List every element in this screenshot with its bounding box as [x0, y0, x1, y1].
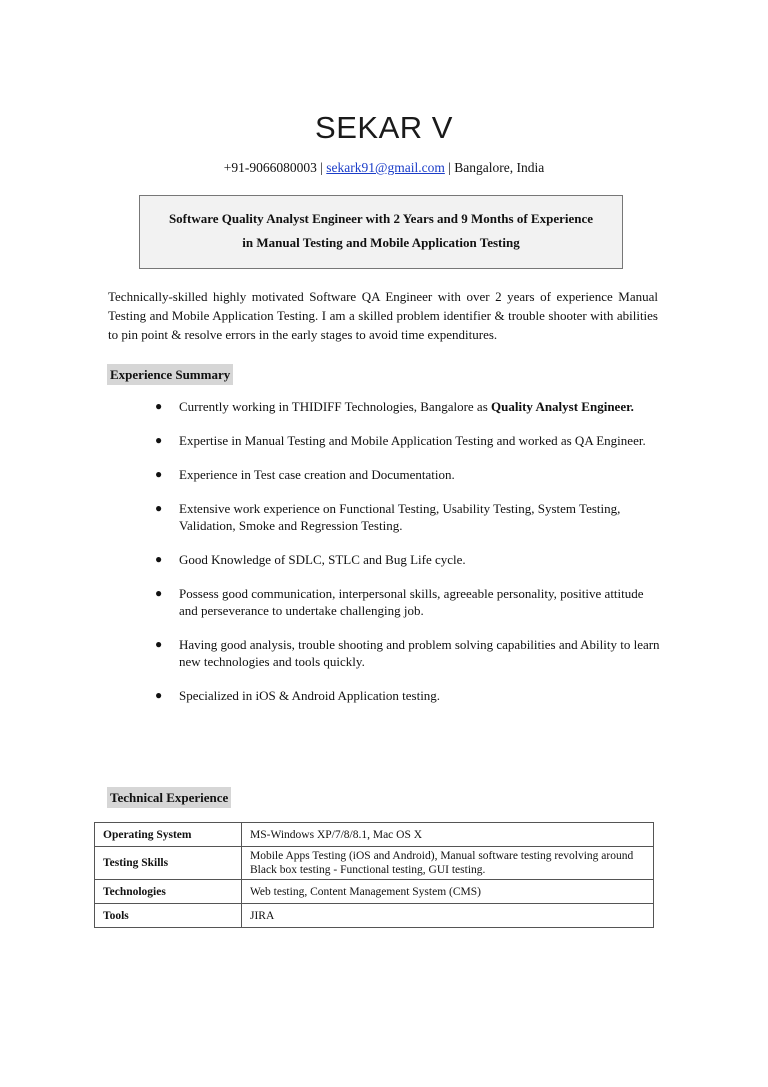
list-item-text: Having good analysis, trouble shooting and problem solving capabilities and Ability to learn new technologies and tools quickly.: [179, 637, 660, 669]
list-item: [150, 636, 660, 670]
bullet-icon: ●: [155, 586, 163, 600]
list-item-text: Extensive work experience on Functional Testing, Usability Testing, System Testing, Validation, Smoke and Regression Testing.: [179, 501, 621, 533]
table-cell-label: Testing Skills: [95, 847, 242, 880]
headline-box: [139, 195, 623, 269]
experience-summary-heading: Experience Summary: [107, 364, 233, 385]
list-item-text: Experience in Test case creation and Documentation.: [179, 467, 455, 482]
list-item-text: Currently working in THIDIFF Technologies, Bangalore as: [179, 399, 492, 414]
bullet-icon: ●: [155, 688, 163, 702]
job-title: Quality Analyst Engineer.: [491, 399, 634, 414]
table-row: [95, 823, 654, 847]
table-cell-label: Tools: [95, 904, 242, 928]
list-item: [150, 585, 660, 619]
bullet-icon: ●: [155, 637, 163, 651]
email-link[interactable]: sekark91@gmail.com: [326, 160, 445, 175]
location: | Bangalore, India: [448, 160, 545, 175]
list-item: [150, 398, 660, 415]
bullet-icon: ●: [155, 552, 163, 566]
experience-list: [150, 398, 660, 721]
table-row: [95, 880, 654, 904]
list-item: [150, 432, 660, 449]
list-item-text: Good Knowledge of SDLC, STLC and Bug Life cycle.: [179, 552, 466, 567]
technical-experience-table: [94, 822, 654, 928]
phone-number: +91-9066080003 |: [223, 160, 323, 175]
table-cell-label: Operating System: [95, 823, 242, 847]
list-item-text: Specialized in iOS & Android Application testing.: [179, 688, 441, 703]
bullet-icon: ●: [155, 501, 163, 515]
list-item: [150, 466, 660, 483]
candidate-name: SEKAR V: [315, 110, 453, 145]
list-item-text: Expertise in Manual Testing and Mobile Application Testing and worked as QA Engineer.: [179, 433, 646, 448]
list-item: [150, 500, 660, 534]
headline-line-1: Software Quality Analyst Engineer with 2 Years and 9 Months of Experience: [168, 211, 594, 226]
bullet-icon: ●: [155, 467, 163, 481]
bullet-icon: ●: [155, 399, 163, 413]
table-row: [95, 847, 654, 880]
table-cell-value: Web testing, Content Management System (CMS): [242, 880, 654, 904]
table-cell-value: MS-Windows XP/7/8/8.1, Mac OS X: [242, 823, 654, 847]
table-row: [95, 904, 654, 928]
contact-line: [0, 160, 768, 176]
table-cell-value: Mobile Apps Testing (iOS and Android), Manual software testing revolving around Black box testing - Functional testing, GUI testing.: [242, 847, 654, 880]
list-item: [150, 551, 660, 568]
table-cell-label: Technologies: [95, 880, 242, 904]
list-item: [150, 687, 660, 704]
bullet-icon: ●: [155, 433, 163, 447]
profile-summary: Technically-skilled highly motivated Software QA Engineer with over 2 years of experience Manual Testing and Mobile Application Testing. I am a skilled problem identifier & trouble shooter with abilities to pin point & resolve errors in the early stages to avoid time expenditures.: [108, 289, 658, 342]
list-item-text: Possess good communication, interpersonal skills, agreeable personality, positive attitude and perseverance to undertake challenging job.: [179, 586, 644, 618]
table-cell-value: JIRA: [242, 904, 654, 928]
headline-line-2: in Manual Testing and Mobile Application Testing: [242, 235, 520, 250]
technical-experience-heading: Technical Experience: [107, 787, 231, 808]
